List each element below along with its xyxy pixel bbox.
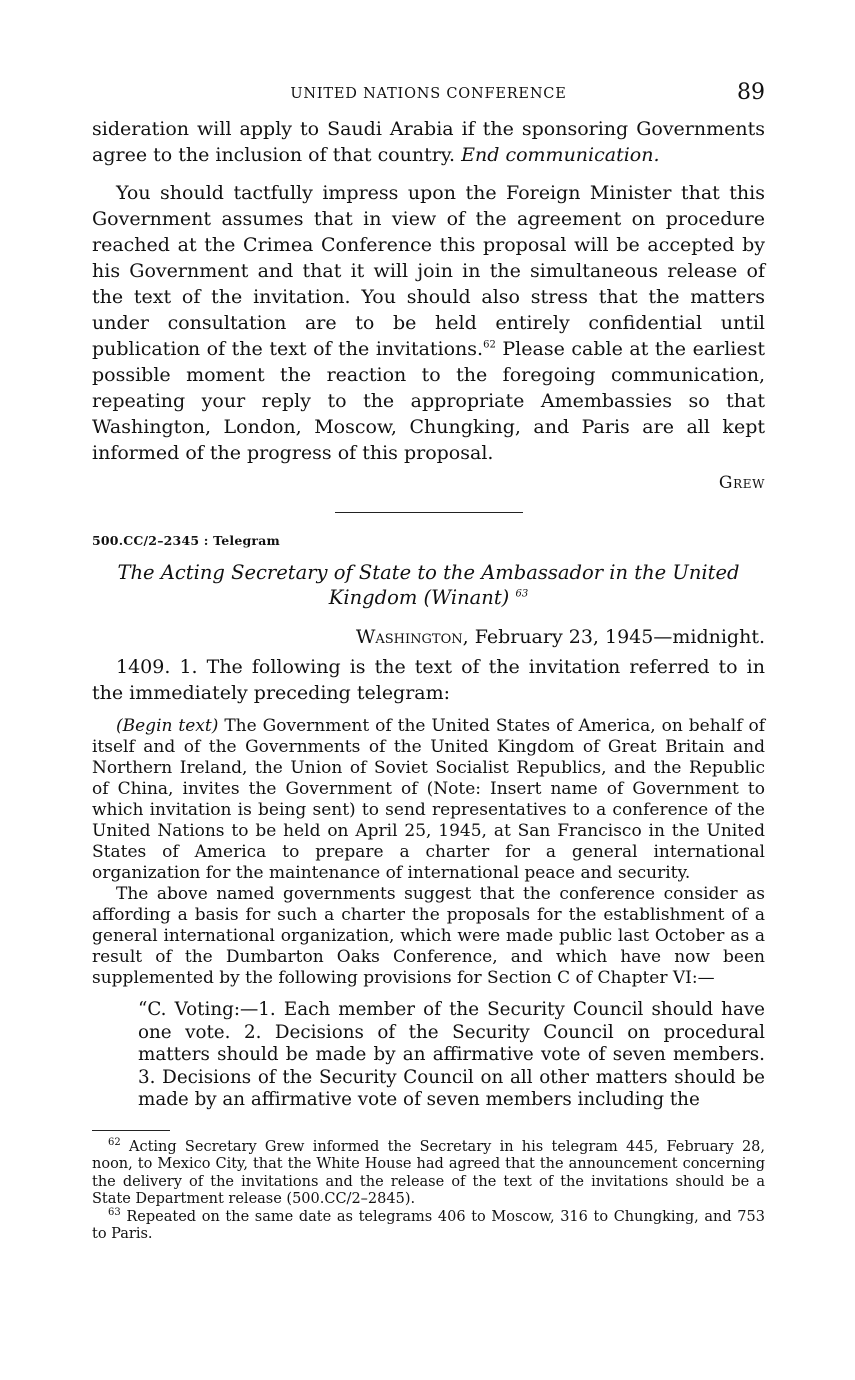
voting-quote: “C. Voting:—1. Each member of the Security Council should have one vote. 2. Decisions of the Security Council on procedural matters should be made by an affirmative vote of seven members. 3. Decisions of the Security Council on all other matters should be made by an affirmative vote of seven members including the	[138, 999, 765, 1110]
section-divider	[335, 512, 523, 513]
page-number: 89	[737, 80, 765, 105]
paragraph-continued	[92, 116, 765, 168]
document-title-text: The Acting Secretary of State to the Ambassador in the United Kingdom (Winant)	[117, 561, 740, 609]
begin-text-label: (Begin text)	[116, 716, 219, 736]
footnote-63	[92, 1206, 765, 1244]
footnote-text: Acting Secretary Grew informed the Secretary in his telegram 445, February 28, noon, to Mexico City, that the White House had agreed that the announcement concerning the delivery of the invitations and the release of the text of the invitations should be a State Department release (500.CC/2–2845).	[92, 1138, 766, 1208]
running-title: UNITED NATIONS CONFERENCE	[290, 86, 567, 102]
dateline	[92, 624, 765, 650]
italic-phrase: End communication.	[461, 144, 660, 166]
file-reference: 500.CC/2–2345 : Telegram	[92, 533, 280, 548]
running-header	[92, 80, 765, 114]
footnote-ref: 63	[515, 588, 529, 600]
signature: Grew	[718, 473, 765, 493]
footnotes	[92, 1136, 766, 1244]
footnote-marker: 62	[108, 1136, 121, 1148]
paragraph-intro: 1409. 1. The following is the text of the invitation referred to in the immediately preceding telegram:	[92, 656, 765, 704]
footnote-text: Repeated on the same date as telegrams 406 to Moscow, 316 to Chungking, and 753 to Paris.	[92, 1208, 765, 1243]
document-title	[92, 560, 765, 610]
paragraph-text: You should tactfully impress upon the Foreign Minister that this Government assumes that in view of the agreement on procedure reached at the Crimea Conference this proposal will be accepted by his Government and that it will join in the simultaneous release of the text of the invitation. You should also stress that the matters under consultation are to be held entirely confidential until publication of the text of the invitations.	[92, 182, 765, 360]
footnote-marker: 63	[108, 1206, 121, 1218]
dateline-place: Washington	[355, 626, 463, 648]
paragraph-instructions	[92, 180, 765, 466]
paragraph-text: sideration will apply to Saudi Arabia if the sponsoring Governments agree to the inclusion of that country.	[92, 118, 765, 166]
footnote-divider	[92, 1130, 170, 1131]
footnote-ref: 62	[483, 339, 496, 351]
paragraph-invitation	[92, 716, 765, 884]
document-page	[92, 80, 765, 1244]
paragraph-text: Please cable at the earliest possible moment the reaction to the foregoing communication, repeating your reply to the appropriate Amembassies so that Washington, London, Moscow, Chungking, and Paris are all kept informed of the progress of this proposal.	[92, 338, 766, 464]
paragraph-text: The Government of the United States of America, on behalf of itself and of the Governments of the United Kingdom of Great Britain and Northern Ireland, the Union of Soviet Socialist Republics, and the Republic of China, invites the Government of (Note: Insert name of Government to which invitation is being sent) to send representatives to a conference of the United Nations to be held on April 25, 1945, at San Francisco in the United States of America to prepare a charter for a general international organization for the maintenance of international peace and security.	[92, 716, 765, 883]
footnote-62	[92, 1136, 766, 1209]
paragraph-governments: The above named governments suggest that the conference consider as affording a basis for such a charter the proposals for the establishment of a general international organization, which were made public last October as a result of the Dumbarton Oaks Conference, and which have now been supplemented by the following provisions for Section C of Chapter VI:—	[92, 884, 765, 988]
dateline-date: , February 23, 1945—midnight.	[462, 626, 765, 648]
